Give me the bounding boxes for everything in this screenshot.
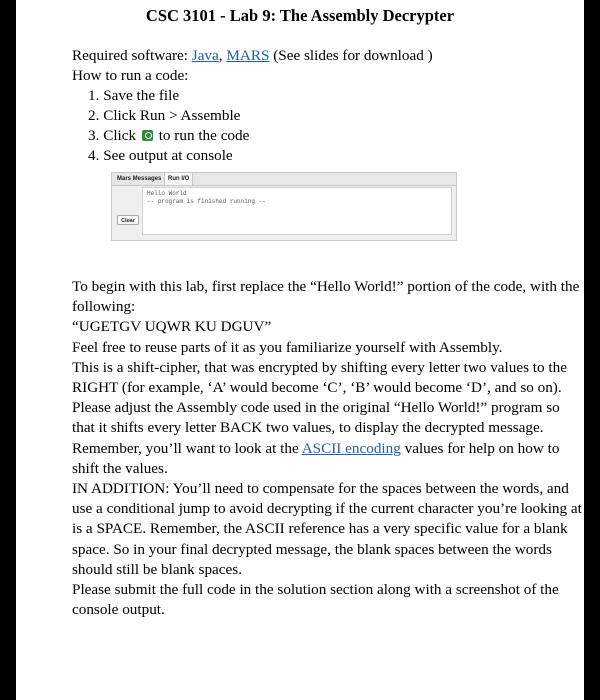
paragraph-addition: IN ADDITION: You’ll need to compensate for the spaces between the words, and use a conditional jump to avoid decrypting if the current character you’re looking at is a SPACE. Remember, the ASCII reference has a very specific value for a blank space. So in your final decrypted message, the blank spaces between the words should still be blank spaces. [72,480,582,578]
step-run [88,126,572,146]
tab-mars-messages[interactable]: Mars Messages [117,176,162,182]
ascii-encoding-link[interactable]: ASCII encoding [301,439,401,457]
step-assemble: 2. Click Run > Assemble [88,107,241,124]
mars-link[interactable]: MARS [226,47,270,64]
software-suffix: (See slides for download ) [269,47,433,64]
instructions-body [72,277,582,620]
software-prefix: Required software: [72,47,192,64]
step-console: 4. See output at console [88,147,233,164]
software-separator: , [218,47,227,64]
step-run-prefix: 3. Click [88,127,137,144]
step-save: 1. Save the file [88,87,180,104]
required-software-line [72,46,572,66]
paragraph-reuse: Feel free to reuse parts of it as you familiarize yourself with Assembly. [72,338,503,356]
console-tab-bar [112,173,456,186]
page-title: CSC 3101 - Lab 9: The Assembly Decrypter [145,6,455,25]
console-screenshot [111,172,457,241]
intro-section [72,46,572,166]
clear-button[interactable]: Clear [117,215,139,225]
cipher-text: “UGETGV UQWR KU DGUV” [72,318,272,336]
how-to-heading: How to run a code: [72,67,189,84]
java-link[interactable]: Java [191,47,219,64]
console-output-line: Hello World [147,190,187,197]
shift-cipher-text-end: values for help on how to shift the values. [72,439,560,477]
console-output [142,187,452,235]
tab-run-io[interactable]: Run I/O [164,173,193,185]
steps-list [72,86,572,166]
run-icon [142,130,153,141]
step-run-suffix: to run the code [158,127,250,144]
paragraph-replace: To begin with this lab, first replace the “Hello World!” portion of the code, with the following: [72,278,580,316]
paragraph-shift-cipher [72,358,582,479]
console-output-line: -- program is finished running -- [147,198,266,205]
shift-cipher-text: This is a shift-cipher, that was encrypted by shifting every letter two values to the RIGHT (for example, ‘A’ would become ‘C’, ‘B’ would become ‘D’, and so on). Please adjust the Assembly code used in the original “Hello World!” program so that it shifts every letter BACK two values, to display the decrypted message. Remember, you’ll want to look at the [72,358,567,457]
lab-page [16,0,584,700]
paragraph-submit: Please submit the full code in the solution section along with a screenshot of the console output. [72,581,559,619]
